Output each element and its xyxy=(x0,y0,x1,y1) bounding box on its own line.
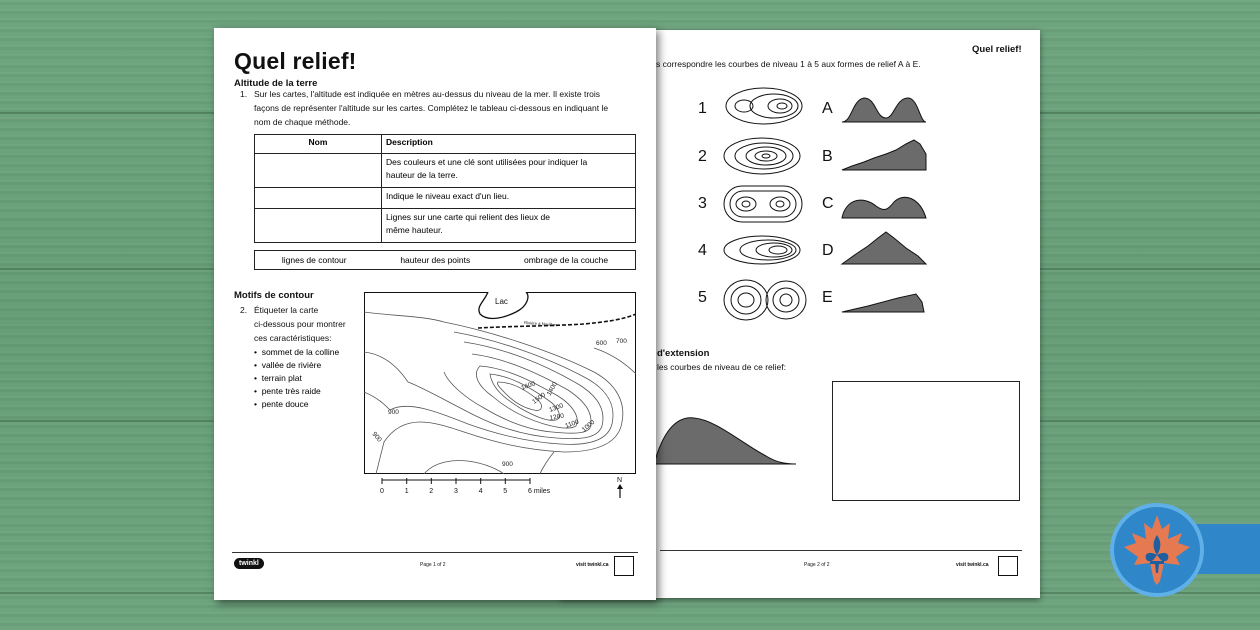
word-bank-item: hauteur des points xyxy=(400,255,471,265)
svg-text:N: N xyxy=(617,477,623,484)
extension-heading: d'extension xyxy=(657,348,710,359)
table-header-nom: Nom xyxy=(255,135,382,154)
page1-footer-site: visit twinkl.ca xyxy=(576,562,609,568)
question-2-line-1: Étiqueter la carte xyxy=(254,305,319,315)
table-row xyxy=(255,188,636,209)
scale-tick-label: 5 xyxy=(503,488,508,495)
scale-tick-label: 6 miles xyxy=(528,488,551,495)
word-bank-item: lignes de contour xyxy=(281,255,347,265)
match-number-1: 1 xyxy=(698,100,707,117)
table-header-description: Description xyxy=(382,135,636,154)
description-cell: Indique le niveau exact d'un lieu. xyxy=(382,188,636,209)
maple-fleur-de-lis-badge xyxy=(1110,503,1204,597)
page-title: Quel relief! xyxy=(234,48,357,74)
contour-pattern-2 xyxy=(724,138,800,174)
maple-leaf-icon xyxy=(1114,507,1200,593)
contour-pattern-5 xyxy=(724,280,806,320)
match-number-5: 5 xyxy=(698,289,707,306)
contour-label: 1500 xyxy=(531,391,547,406)
match-number-2: 2 xyxy=(698,148,707,165)
north-arrow-icon xyxy=(614,474,628,500)
match-letter-c: C xyxy=(822,195,834,212)
scale-tick-label: 2 xyxy=(429,488,434,495)
page2-instruction: s correspondre les courbes de niveau 1 à 5 aux formes de relief A à E. xyxy=(656,59,921,69)
contour-label: 1100 xyxy=(564,418,580,430)
contour-label: 600 xyxy=(596,340,607,347)
section-heading-altitude: Altitude de la terre xyxy=(234,78,318,89)
map-scale-bar xyxy=(376,476,560,498)
relief-profile-d xyxy=(842,232,926,264)
question-1-line-3: nom de chaque méthode. xyxy=(254,117,351,127)
question-1-line-1: Sur les cartes, l'altitude est indiquée en mètres au-dessus du niveau de la mer. Il existe trois xyxy=(254,89,601,99)
contour-label: 900 xyxy=(388,409,399,416)
extension-relief-profile xyxy=(654,408,800,468)
contour-label: 900 xyxy=(502,461,513,468)
extension-drawing-box[interactable] xyxy=(832,381,1020,501)
relief-profile-b xyxy=(842,140,926,170)
contour-label: 1600 xyxy=(520,380,537,392)
contour-label: 1300 xyxy=(548,402,565,414)
match-letter-b: B xyxy=(822,148,833,165)
question-1-number: 1. xyxy=(240,89,248,99)
word-bank-item: ombrage de la couche xyxy=(524,255,609,265)
scale-tick-label: 1 xyxy=(404,488,409,495)
list-item: • vallée de rivière xyxy=(254,360,322,370)
match-letter-e: E xyxy=(822,289,833,306)
blue-ribbon-tab xyxy=(1196,524,1260,574)
river-label: Rivière à Nouillon xyxy=(523,320,558,328)
question-2-line-2: ci-dessous pour montrer xyxy=(254,319,346,329)
match-number-3: 3 xyxy=(698,195,707,212)
scale-tick-label: 4 xyxy=(478,488,483,495)
match-letter-a: A xyxy=(822,100,833,117)
contour-label: 1200 xyxy=(549,412,565,422)
question-2-number: 2. xyxy=(240,305,248,315)
match-number-4: 4 xyxy=(698,242,707,259)
match-letter-d: D xyxy=(822,242,834,259)
section-heading-contour: Motifs de contour xyxy=(234,290,314,301)
methods-table xyxy=(254,134,636,243)
contour-label: 900 xyxy=(370,430,383,444)
page1-canada-badge xyxy=(614,556,634,576)
contour-label: 1400 xyxy=(545,380,559,397)
relief-profile-c xyxy=(842,197,926,218)
page2-canada-badge xyxy=(998,556,1018,576)
table-row xyxy=(255,154,636,188)
scale-tick-label: 3 xyxy=(454,488,458,495)
answer-cell[interactable] xyxy=(255,154,382,188)
scale-tick-label: 0 xyxy=(380,488,384,495)
contour-pattern-1 xyxy=(726,88,802,124)
contour-label: 1000 xyxy=(580,418,597,434)
feature-list xyxy=(254,346,339,411)
question-1-line-2: façons de représenter l'altitude sur les cartes. Complétez le tableau ci-dessous en indiquant le xyxy=(254,103,609,113)
contour-map[interactable] xyxy=(364,292,636,474)
page2-header-title: Quel relief! xyxy=(972,44,1022,55)
list-item: • pente très raide xyxy=(254,386,321,396)
answer-cell[interactable] xyxy=(255,188,382,209)
contour-label: 700 xyxy=(616,338,627,345)
question-2-line-3: ces caractéristiques: xyxy=(254,333,332,343)
list-item: • pente douce xyxy=(254,399,309,409)
page2-footer-page: Page 2 of 2 xyxy=(804,562,830,568)
relief-profile-e xyxy=(842,294,924,312)
extension-text: les courbes de niveau de ce relief: xyxy=(657,362,786,372)
answer-cell[interactable] xyxy=(255,209,382,243)
page1-footer-page: Page 1 of 2 xyxy=(420,562,446,568)
description-cell: Lignes sur une carte qui relient des lieux de même hauteur. xyxy=(382,209,636,243)
description-cell: Des couleurs et une clé sont utilisées pour indiquer la hauteur de la terre. xyxy=(382,154,636,188)
relief-profile-a xyxy=(842,98,926,122)
contour-pattern-3 xyxy=(724,186,802,222)
contour-patterns xyxy=(720,82,820,322)
table-row xyxy=(255,209,636,243)
contour-pattern-4 xyxy=(724,236,800,264)
page2-footer-site: visit twinkl.ca xyxy=(956,562,989,568)
list-item: • terrain plat xyxy=(254,373,302,383)
relief-profiles xyxy=(838,88,930,318)
worksheet-page-1 xyxy=(214,28,656,600)
lake-label: Lac xyxy=(495,297,508,306)
list-item: • sommet de la colline xyxy=(254,347,340,357)
twinkl-logo: twinkl xyxy=(234,558,264,569)
word-bank xyxy=(254,250,636,270)
